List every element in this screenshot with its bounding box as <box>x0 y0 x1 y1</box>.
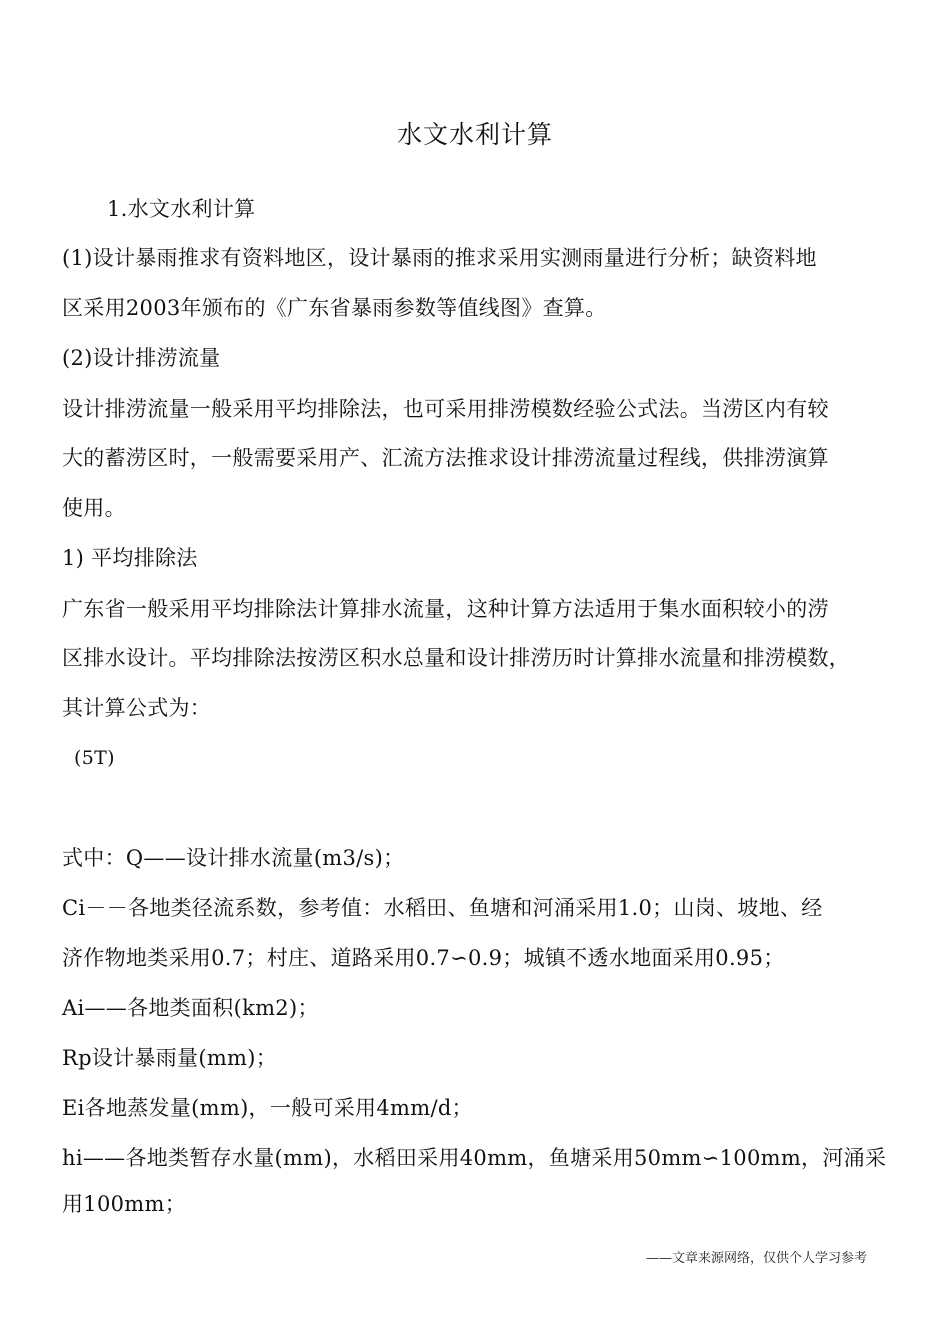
paragraph-line: 广东省一般采用平均排除法计算排水流量，这种计算方法适用于集水面积较小的涝 <box>62 597 829 621</box>
document-title: 水文水利计算 <box>396 120 553 149</box>
definition-line: Ci－－各地类径流系数，参考值：水稻田、鱼塘和河涌采用1.0；山岗、坡地、经 <box>62 896 823 920</box>
paragraph-line: (1)设计暴雨推求有资料地区，设计暴雨的推求采用实测雨量进行分析；缺资料地 <box>62 246 817 270</box>
paragraph-line: 使用。 <box>62 496 126 520</box>
definition-line: 式中：Q——设计排水流量(m3/s)； <box>62 846 405 870</box>
definition-line: Ai——各地类面积(km2)； <box>62 996 319 1020</box>
definition-line: hi——各地类暂存水量(mm)，水稻田采用40mm，鱼塘采用50mm∽100mm，河涌采 <box>62 1146 887 1170</box>
paragraph-line: 区采用2003年颁布的《广东省暴雨参数等值线图》查算。 <box>62 296 607 320</box>
paragraph-line: 其计算公式为： <box>62 696 212 720</box>
source-footnote: ——文章来源网络，仅供个人学习参考 <box>646 1251 868 1266</box>
subsection-heading: 1) 平均排除法 <box>62 546 198 570</box>
formula-placeholder: (5T) <box>74 747 115 769</box>
definition-line: Rp设计暴雨量(mm)； <box>62 1046 278 1070</box>
paragraph-line: 设计排涝流量一般采用平均排除法，也可采用排涝模数经验公式法。当涝区内有较 <box>62 397 829 421</box>
definition-line: 济作物地类采用0.7；村庄、道路采用0.7∽0.9；城镇不透水地面采用0.95； <box>62 946 785 970</box>
section-heading: 1.水文水利计算 <box>107 197 256 221</box>
subsection-heading: (2)设计排涝流量 <box>62 346 221 370</box>
paragraph-line: 区排水设计。平均排除法按涝区积水总量和设计排涝历时计算排水流量和排涝模数， <box>62 646 851 670</box>
paragraph-line: 大的蓄涝区时，一般需要采用产、汇流方法推求设计排涝流量过程线，供排涝演算 <box>62 446 829 470</box>
definition-line: 用100mm； <box>62 1192 187 1216</box>
definition-line: Ei各地蒸发量(mm)，一般可采用4mm/d； <box>62 1096 473 1120</box>
